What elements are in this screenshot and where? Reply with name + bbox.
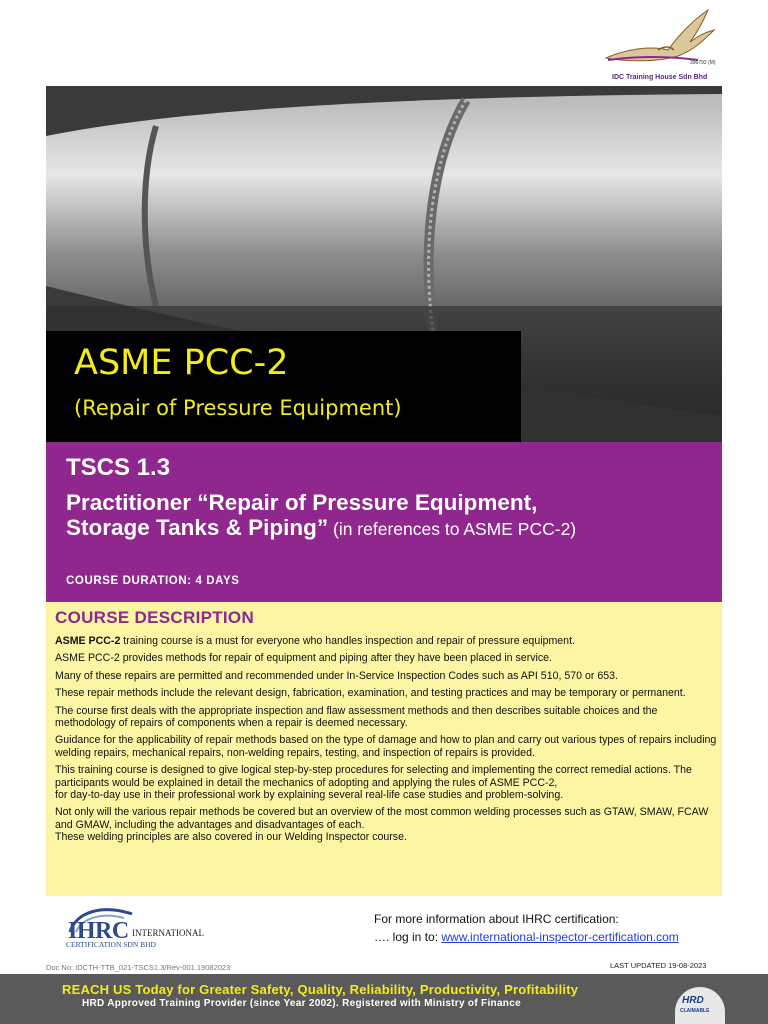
description-heading: COURSE DESCRIPTION: [55, 608, 255, 627]
document-number: Doc No: IDCTH-TTB_021-TSCS1.3/Rev-001.19082023: [46, 963, 231, 972]
main-title: ASME PCC-2: [74, 343, 289, 383]
ihrc-logo: [62, 904, 222, 950]
bottom-bar: [0, 974, 768, 1024]
description-paragraph: These repair methods include the relevant design, fabrication, examination, and testing practices and may be temporary or permanent.: [55, 687, 686, 700]
website-link[interactable]: www.international-inspector-certification.com: [441, 930, 679, 944]
description-paragraph: The course first deals with the appropriate inspection and flaw assessment methods and then describes suitable choices and the methodology of repairs of components when a repair is deemed necessary.: [55, 704, 658, 730]
hrd-statement: HRD Approved Training Provider (since Year 2002). Registered with Ministry of Finance: [82, 998, 521, 1009]
logo-registration: 396792 (M): [690, 60, 716, 66]
course-title-line1: Practitioner “Repair of Pressure Equipment,: [66, 490, 538, 515]
description-text: These welding principles are also covered in our Welding Inspector course.: [55, 831, 407, 844]
ihrc-international: INTERNATIONAL: [132, 928, 204, 938]
description-bold-term: ASME PCC-2: [55, 635, 121, 647]
course-title-line2-text: Storage Tanks & Piping”: [66, 515, 329, 540]
description-text: Not only will the various repair methods be covered but an overview of the most common welding processes such as GTAW, SMAW, FCAW and GMAW, including the advantages and disadvantages of each.: [55, 806, 709, 831]
description-paragraph: [55, 806, 717, 843]
course-title-reference: (in references to ASME PCC-2): [328, 519, 577, 539]
description-paragraph: Guidance for the applicability of repair methods based on the type of damage and how to plan and carry out various types of repairs including welding repairs, mechanical repairs, non-welding repairs, testing, and inspection of repairs is provided.: [55, 734, 717, 759]
hrd-badge-text: HRD: [682, 995, 704, 1006]
ihrc-certification: CERTIFICATION SDN BHD: [66, 940, 156, 949]
description-text: for day-to-day use in their professional work by explaining several real-life case studies and problem-solving.: [55, 789, 564, 802]
course-description-panel: [46, 602, 722, 896]
description-paragraph: [55, 764, 717, 801]
course-header-band: [46, 442, 722, 602]
info-text: For more information about IHRC certification:: [374, 912, 619, 926]
course-title: [66, 490, 716, 542]
description-paragraph: [55, 635, 717, 647]
idc-logo: [598, 6, 720, 86]
hrd-badge-subtext: CLAIMABLE: [680, 1008, 710, 1014]
description-body: [55, 635, 717, 849]
tagline: REACH US Today for Greater Safety, Quality, Reliability, Productivity, Profitability: [62, 982, 579, 997]
description-text: training course is a must for everyone who handles inspection and repair of pressure equipment.: [120, 635, 575, 647]
hrd-claimable-badge: [675, 987, 725, 1024]
course-duration: COURSE DURATION: 4 DAYS: [66, 575, 240, 587]
ihrc-wordmark: IHRC: [68, 918, 129, 944]
logo-company-name: IDC Training House Sdn Bhd: [612, 74, 708, 81]
description-paragraph: Many of these repairs are permitted and recommended under In-Service Inspection Codes such as API 510, 570 or 653.: [55, 669, 618, 682]
main-subtitle: (Repair of Pressure Equipment): [74, 396, 402, 420]
description-paragraph: ASME PCC-2 provides methods for repair of equipment and piping after they have been placed in service.: [55, 652, 553, 665]
course-title-line2: [66, 515, 716, 542]
description-text: This training course is designed to give logical step-by-step procedures for selecting and implementing the correct remedial actions. The participants would be explained in detail the mechanics of adopting and applying the rules of ASME PCC-2,: [55, 764, 692, 789]
info-prefix: …. log in to:: [374, 930, 442, 944]
info-login-line: [374, 930, 679, 944]
last-updated: LAST UPDATED 19-08-2023: [610, 961, 707, 970]
course-code: TSCS 1.3: [66, 454, 171, 481]
